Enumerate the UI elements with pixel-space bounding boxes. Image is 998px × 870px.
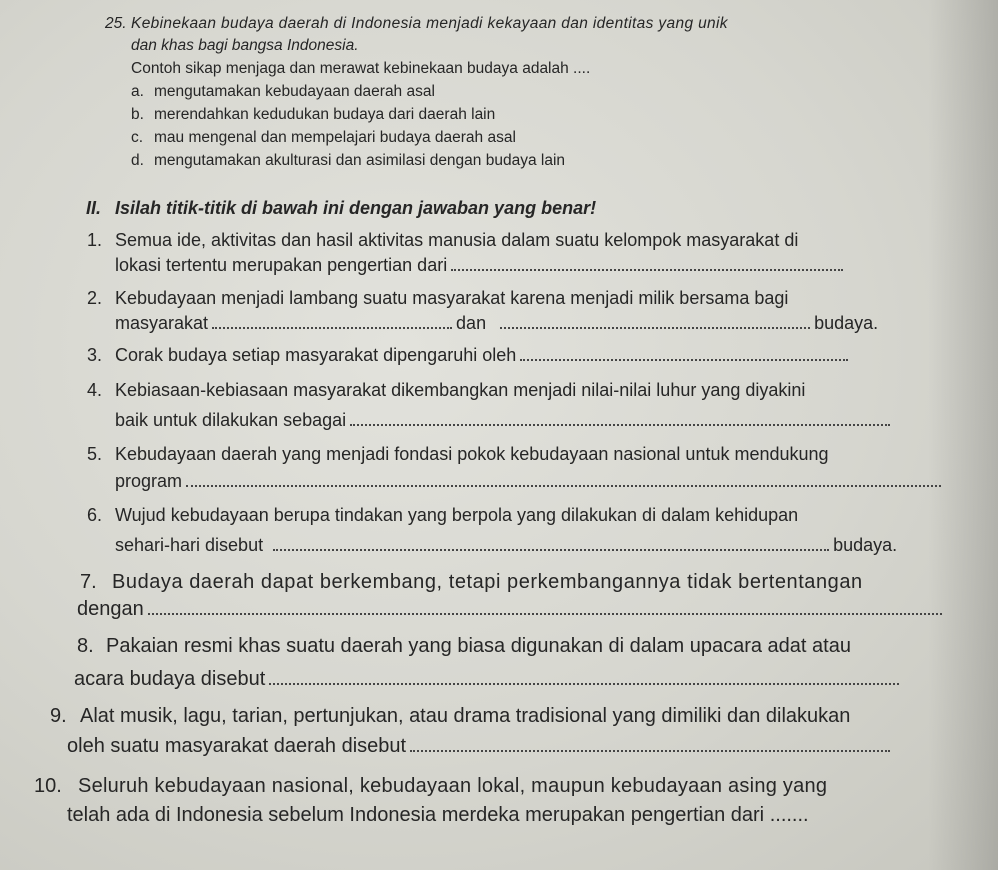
item-number: 10. <box>34 775 62 797</box>
answer-blank[interactable] <box>273 549 829 551</box>
answer-blank[interactable]: ....... <box>769 804 809 826</box>
answer-blank[interactable] <box>410 750 890 752</box>
item-text-line1: Seluruh kebudayaan nasional, kebudayaan lokal, maupun kebudayaan asing yang <box>78 775 828 797</box>
option-text-d: mengutamakan akulturasi dan asimilasi dengan budaya lain <box>154 152 566 169</box>
section-heading-text: Isilah titik-titik di bawah ini dengan jawaban yang benar! <box>115 198 597 218</box>
item-text-line2: sehari-hari disebut budaya. <box>115 535 898 555</box>
option-letter-b: b. <box>131 106 144 123</box>
item-text-line2: lokasi tertentu merupakan pengertian dari <box>115 256 847 274</box>
item-number: 2. <box>87 288 103 308</box>
item-text-line2: acara budaya disebut <box>74 669 903 689</box>
question-text-line1: Kebinekaan budaya daerah di Indonesia menjadi kekayaan dan identitas yang unik <box>131 15 728 32</box>
item-text-line1: Semua ide, aktivitas dan hasil aktivitas manusia dalam suatu kelompok masyarakat di <box>115 230 799 250</box>
item-text-line1: Kebudayaan daerah yang menjadi fondasi pokok kebudayaan nasional untuk mendukung <box>115 444 829 464</box>
item-number: 6. <box>87 505 103 525</box>
item-text-line1: Corak budaya setiap masyarakat dipengaruhi oleh <box>115 346 852 364</box>
item-text-line1: Wujud kebudayaan berupa tindakan yang berpola yang dilakukan di dalam kehidupan <box>115 505 799 525</box>
item-number: 7. <box>80 571 97 593</box>
item-text-line1: Budaya daerah dapat berkembang, tetapi perkembangannya tidak bertentangan <box>112 571 863 593</box>
item-text-line2: dengan <box>77 599 946 619</box>
item-number: 4. <box>87 380 103 400</box>
item-text-line1: Alat musik, lagu, tarian, pertunjukan, atau drama tradisional yang dimiliki dan dilakukan <box>80 705 851 727</box>
item-text-line2: oleh suatu masyarakat daerah disebut <box>67 736 894 756</box>
item-text-line2: masyarakat dan budaya. <box>115 313 879 333</box>
question-number: 25. <box>105 15 127 32</box>
option-letter-c: c. <box>131 129 144 146</box>
item-number: 8. <box>77 635 94 657</box>
item-text-line2: program <box>115 472 945 490</box>
item-text-line1: Kebiasaan-kebiasaan masyarakat dikembangkan menjadi nilai-nilai luhur yang diyakini <box>115 380 806 400</box>
answer-blank[interactable] <box>451 269 843 271</box>
item-text-line1: Kebudayaan menjadi lambang suatu masyarakat karena menjadi milik bersama bagi <box>115 288 789 308</box>
answer-blank[interactable] <box>500 327 810 329</box>
item-number: 5. <box>87 444 103 464</box>
answer-blank[interactable] <box>520 359 848 361</box>
item-number: 9. <box>50 705 67 727</box>
answer-blank[interactable] <box>186 485 941 487</box>
page-shadow <box>928 0 998 870</box>
item-text-line1: Pakaian resmi khas suatu daerah yang biasa digunakan di dalam upacara adat atau <box>106 635 851 657</box>
question-prompt: Contoh sikap menjaga dan merawat kebinekaan budaya adalah .... <box>131 60 591 77</box>
item-text-line2: telah ada di Indonesia sebelum Indonesia merdeka merupakan pengertian dari ....... <box>67 804 809 826</box>
answer-blank[interactable] <box>269 683 899 685</box>
answer-blank[interactable] <box>148 613 942 615</box>
question-text-line2: dan khas bagi bangsa Indonesia. <box>131 37 359 54</box>
option-letter-a: a. <box>131 83 144 100</box>
section-numeral: II. <box>86 198 102 218</box>
option-text-c: mau mengenal dan mempelajari budaya daerah asal <box>154 129 516 146</box>
item-number: 1. <box>87 230 103 250</box>
answer-blank[interactable] <box>350 424 890 426</box>
item-text-line2: baik untuk dilakukan sebagai <box>115 411 894 429</box>
item-number: 3. <box>87 345 103 365</box>
option-text-b: merendahkan kedudukan budaya dari daerah lain <box>154 106 496 123</box>
option-letter-d: d. <box>131 152 144 169</box>
option-text-a: mengutamakan kebudayaan daerah asal <box>154 83 435 100</box>
answer-blank[interactable] <box>212 327 452 329</box>
